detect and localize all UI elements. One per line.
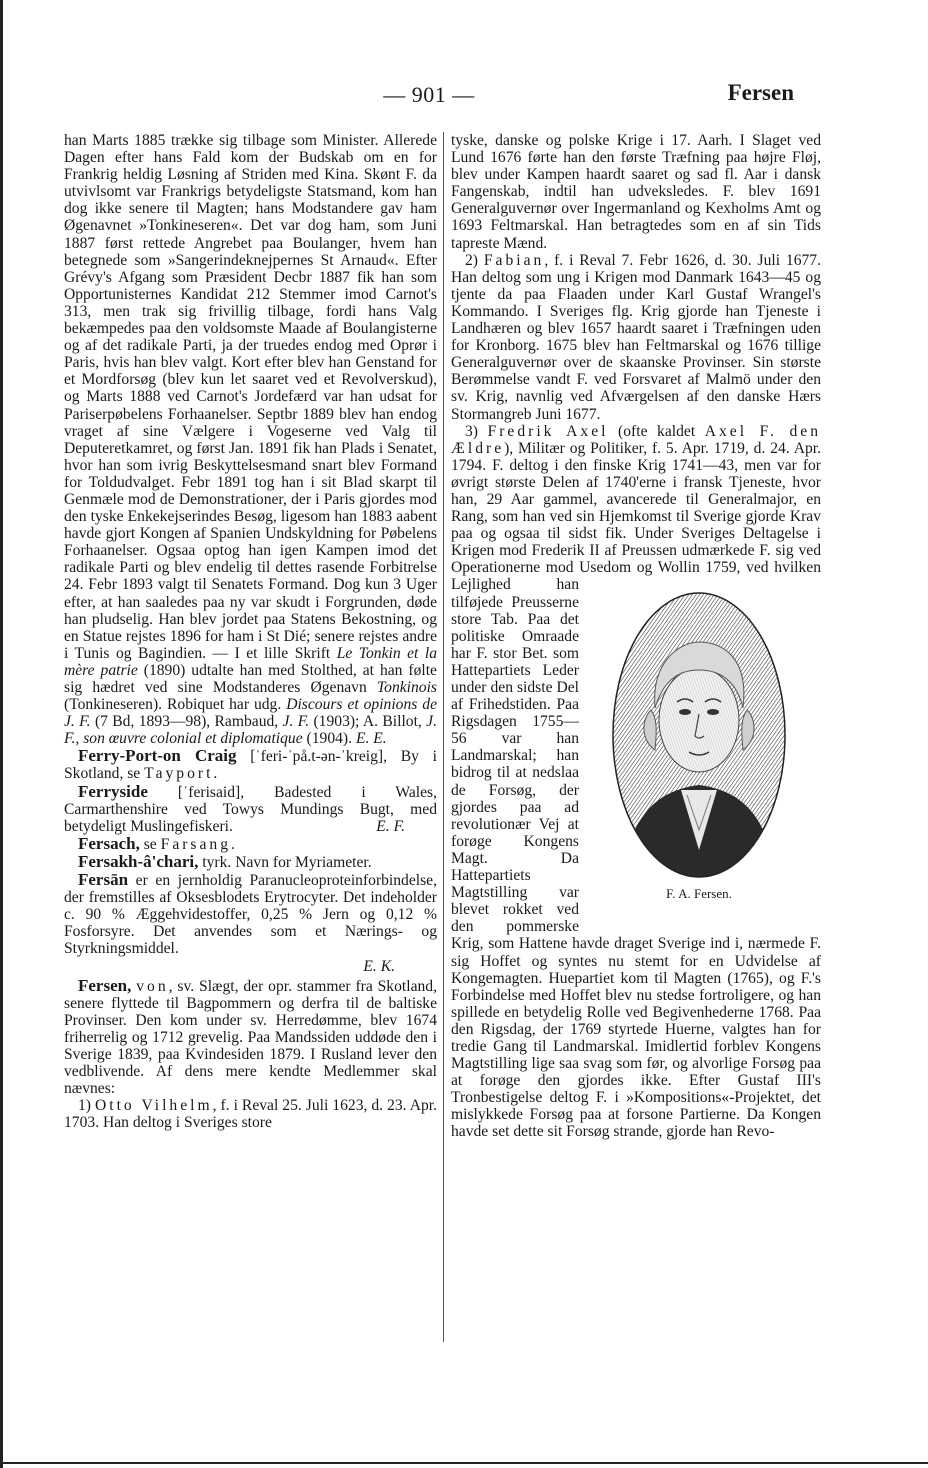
entry-fersan: Fersān er en jernholdig Paranucleoproteinforbindelse, der fremstilles af Oksesblodets Erytrocyter. Det indeholder c. 90 % Æggehvidestoffer, 0,25 % Jern og 0,12 % Fosforsyre. Det anvendes som et Nærings- og Styrkningsmiddel. E. K.	[64, 870, 437, 975]
page-number: — 901 —	[383, 82, 475, 107]
entry-fersen: Fersen, von, sv. Slægt, der opr. stammer fra Skotland, senere flyttede til Bagpommern og derfra til de baltiske Provinser. Den kom under sv. Herredømme, blev 1674 friherrelig og 1712 grevelig. Paa Mandssiden uddøde den i Sverige 1839, paa Kvindesiden 1879. I Rusland lever den vedblivende. Af dens mere kendte Medlemmer skal nævnes:	[64, 975, 437, 1098]
portrait-engraving-image	[611, 590, 787, 880]
headword: Ferryside	[78, 781, 148, 801]
signature: E. E.	[355, 730, 387, 748]
left-column	[64, 132, 437, 1131]
paragraph-otto-continued: tyske, danske og polske Krige i 17. Aarh. I Slaget ved Lund 1676 førte han den første Træfning paa højre Fløj, blev under Kampen haardt saaret og sad fl. Aar i dansk Fangenskab, indtil han udveksledes. F. blev 1691 Generalguvernør over Ingermanland og Kexholms Amt og 1693 Feltmarskal. Han betragtedes som en af sin Tids tapreste Mænd.	[451, 132, 821, 252]
entry-ferry-port-on-craig: Ferry-Port-on Craig [ˈferi-ˈpå.t-ən-ˈkreig], By i Skotland, se Tayport.	[64, 746, 438, 783]
entry-fabian: 2) Fabian, f. i Reval 7. Febr 1626, d. 30. Juli 1677. Han deltog som ung i Krigen mod Danmark 1643—45 og tjente da paa Flaaden under Karl Gustaf Wrangel's Kommando. I Sveriges flg. Krig gjorde han Tjeneste i Landhæren og blev 1657 haardt saaret i Træfningen uden for Kronborg. 1675 blev han Feltmarskal og 1676 tillige Generalguvernør over de skaanske Provinser. Sin største Berømmelse vandt F. ved Forsvaret af Malmö under den sv. Krig, navnlig ved Afværgelsen af den danske Hærs Stormangreb Juni 1677.	[451, 251, 821, 423]
headword: Fersān	[78, 870, 129, 890]
entry-otto-vilhelm: 1) Otto Vilhelm, f. i Reval 25. Juli 1623, d. 23. Apr. 1703. Han deltog i Sveriges store	[64, 1097, 437, 1132]
signature: E. F.	[376, 817, 405, 835]
signature: E. K.	[363, 957, 395, 975]
portrait-caption: F. A. Fersen.	[666, 886, 732, 901]
entry-ferryside: Ferryside [ˈferisaid], Badested i Wales, Carmarthenshire ved Towys Mundings Bugt, med betydeligt Muslingefiskeri. E. F.	[64, 781, 437, 835]
headword: Fersakh-â'chari,	[78, 851, 199, 871]
headword: Fersach,	[78, 833, 140, 853]
entry-fredrik-axel: 3) Fredrik Axel (ofte kaldet Axel F. den Ældre), Militær og Politiker, f. 5. Apr. 1719, d. 24. Apr. 1794. F. deltog i den finske Krig 1741—43, men var for øvrigt største Delen af 1740'erne i fransk Tjeneste, hvor han, 29 Aar gammel, avancerede til Generalmajor, en Rang, som han ved sin Hjemkomst til Sverige gjorde Krav paa og ogsaa til sidst fik. Under Sveriges Deltagelse i Krigen mod Frederik II af Preussen udmærkede F. sig ved Operationerne mod Usedom og Wollin 1759, ved hvilken Lejlighed han tilføjede Preusserne store Tab. Paa det politiske Omraade har F. stor Bet. som Hattepartiets Leder under den sidste Del af Frihedstiden. Paa Rigsdagen 1755—56 var han Landmarskal; han bidrog til at nedslaa de Forsøg, der gjordes paa ad revolutionær Vej at forøge Kongens Magt. Da Hattepartiets Magtstilling var blevet rokket ved den pommerske Krig, som Hattene havde draget Sverige ind i, nærmede F. sig Hoffet og syntes nu stemt for en Udvidelse af Kongemagten. Huepartiet kom til Magten (1765), og F.'s Forbindelse med Hoffet blev nu stedse fortroligere, og han spillede en betydelig Rolle ved Begivenhederne 1768. Paa den Rigsdag, der 1769 styrtede Huerne, valgtes han for tredie Gang til Landmarskal. Imidlertid forblev Kongens Magtstilling lige saa svag som før, og alvorlige Forsøg paa at forøge den gjordes ikke. Efter Gustaf III's Tronbestigelse deltog F. i »Kompositions«-Projektet, det mislykkede Forsøg paa at forsone Partierne. Da Kongen havde set dette sit Forsøg strande, gjorde han Revo-	[451, 422, 821, 1141]
headword: Fersen,	[78, 975, 132, 995]
portrait-figure	[584, 590, 814, 935]
column-divider	[443, 132, 444, 1342]
running-head: Fersen	[727, 80, 794, 105]
paragraph-ferry-continued: han Marts 1885 trække sig tilbage som Minister. Allerede Dagen efter hans Fald kom der Budskab om en for Frankrig heldig Løsning af Striden med Kina. Skønt F. da utvivlsomt var Frankrigs betydeligste Statsmand, kom han dog ikke senere til Magten; hans Modstandere gav ham Øgenavnet »Tonkineseren«. Det var dog ham, som Juni 1887 først rettede Angrebet paa Boulanger, hvem han betegnede som »Sangerindeknejpernes St Arnaud«. Efter Grévy's Afgang som Præsident Decbr 1887 fik han som Opportunisternes Kandidat 212 Stemmer imod Carnot's 313, men trak sig frivillig tilbage, fordi hans Valg bekæmpedes paa den voldsomste Maade af Boulangisterne og af det radikale Parti, ja der truedes endog med Oprør i Paris, hvis han blev valgt. Kort efter blev han Genstand for et Mordforsøg (blev kun let saaret ved et Revolverskud), og Marts 1888 ved Carnot's Jordefærd var han udsat for Pariserpøbelens Forhaanelser. Septbr 1889 blev han endog vraget af sine Vælgere i Vogeserne ved Valg til Deputeretkamret, og først Jan. 1891 fik han Plads i Senatet, hvor han som ivrig Beskyttelsesmand snart blev Formand for Toldudvalget. Febr 1891 tog han i sit Blad skarpt til Genmæle mod de Demonstrationer, der i Paris gjordes mod den tyske Enkekejserindes Besøg, ligesom han 1883 aabent havde gjort Kongen af Spanien Undskyldning for Pøbelens Forhaanelser. Ogsaa optog han igen Kampen imod det radikale Parti og blev endelig til dettes rasende Forbitrelse 24. Febr 1893 valgt til Senatets Formand. Dog kun 3 Uger efter, at han saaledes paa ny var skudt i Forgrunden, døde han pludselig. Han blev jordet paa Statens Bekostning, og en Statue rejstes 1896 for ham i St Dié; senere rejstes andre i Tunis og Bagindien. — I et lille Skrift Le Tonkin et la mère patrie (1890) udtalte han med Stolthed, at han følte sig hædret ved sine Modstanderes Øgenavn Tonkinois (Tonkineseren). Robiquet har udg. Discours et opinions de J. F. (7 Bd, 1893—98), Rambaud, J. F. (1903); A. Billot, J. F., son œuvre colonial et diplomatique (1904). E. E.	[64, 132, 438, 748]
page-bottom-edge	[0, 1462, 928, 1464]
entry-fersach: Fersach, se Farsang.	[78, 833, 235, 853]
page-edge	[0, 0, 3, 1468]
headword: Ferry-Port-on Craig	[78, 746, 237, 766]
entry-fersakh-achari: Fersakh-â'chari, tyrk. Navn for Myriameter.	[78, 851, 372, 871]
